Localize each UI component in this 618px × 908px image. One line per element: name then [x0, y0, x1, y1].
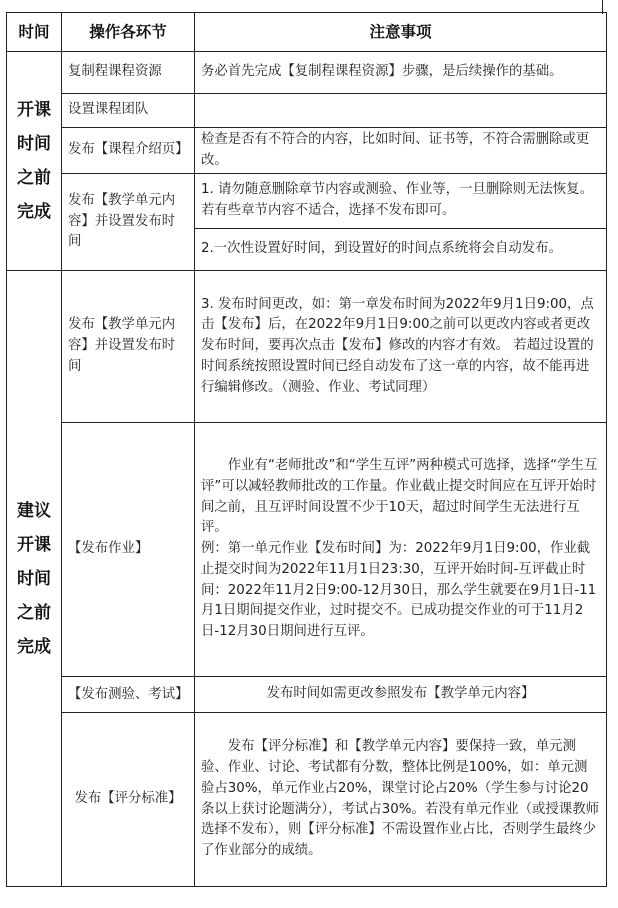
table-row	[7, 423, 607, 677]
note-grading-criteria: 发布【评分标准】和【教学单元内容】要保持一致，单元测验、作业、讨论、考试都有分数，整体比例是100%，如：单元测验占30%，单元作业占20%，课堂讨论占20%（学生参与讨论20条以上获讨论题满分），考试占30%。若没有单元作业（或授课教师选择不发布），则【评分标准】不需设置作业占比，否则学生最终少了作业部分的成绩。	[195, 713, 607, 887]
note-course-team	[195, 94, 607, 128]
note-unit-content-1: 1. 请勿随意删除章节内容或测验、作业等，一旦删除则无法恢复。若有些章节内容不适合，选择不发布即可。	[195, 174, 607, 229]
table-row	[7, 174, 607, 229]
note-publish-homework	[195, 423, 607, 677]
note-homework-mode: 作业有“老师批改”和“学生互评”两种模式可选择，选择“学生互评”可以减轻教师批改的工作量。作业截止提交时间应在互评开始时间之前，且互评时间设置不少于10天，超过时间学生无法进行互评。	[201, 457, 598, 536]
note-publish-quiz-exam: 发布时间如需更改参照发布【教学单元内容】	[195, 677, 607, 713]
table-row	[7, 94, 607, 128]
table-row	[7, 128, 607, 174]
header-time: 时间	[7, 13, 62, 52]
note-publish-time-change: 3. 发布时间更改，如：第一章发布时间为2022年9月1日9:00，点击【发布】后，在2022年9月1日9:00之前可以更改内容或者更改发布时间，要再次点击【发布】修改的内容才有效。 若超过设置的时间系统按照设置时间已经自动发布了这一章的内容，故不能再进行编辑修改。（测验、作业、考试同理）	[195, 271, 607, 423]
time-cell-before-start: 开课 时间 之前 完成	[7, 52, 62, 271]
table-row	[7, 52, 607, 94]
note-copy-resources: 务必首先完成【复制程课程资源】步骤，是后续操作的基础。	[195, 52, 607, 94]
time-cell-suggested-before-start: 建议 开课 时间 之前 完成	[7, 271, 62, 887]
table-row	[7, 713, 607, 887]
step-course-intro: 发布【课程介绍页】	[62, 128, 195, 174]
step-unit-content-a: 发布【教学单元内容】并设置发布时间	[62, 174, 195, 271]
header-step: 操作各环节	[62, 13, 195, 52]
note-course-intro: 检查是否有不符合的内容，比如时间、证书等，不符合需删除或更改。	[195, 128, 607, 174]
step-copy-resources: 复制程课程资源	[62, 52, 195, 94]
course-setup-table	[6, 12, 607, 887]
step-unit-content-b: 发布【教学单元内容】并设置发布时间	[62, 271, 195, 423]
step-grading-criteria: 发布【评分标准】	[62, 713, 195, 887]
note-unit-content-2: 2.一次性设置好时间，到设置好的时间点系统将会自动发布。	[195, 229, 607, 271]
note-homework-example: 例：第一单元作业【发布时间】为：2022年9月1日9:00，作业截止提交时间为2022年11月1日23:30，互评开始时间-互评截止时间：2022年11月2日9:00-12月30日，那么学生就要在9月1日-11月1日期间提交作业，过时提交不。已成功提交作业的可于11月2日-12月30日期间进行互评。	[201, 541, 597, 640]
table-row	[7, 271, 607, 423]
header-notes: 注意事项	[195, 13, 607, 52]
step-publish-homework: 【发布作业】	[62, 423, 195, 677]
table-row	[7, 677, 607, 713]
header-row	[7, 13, 607, 52]
step-course-team: 设置课程团队	[62, 94, 195, 128]
step-publish-quiz-exam: 【发布测验、考试】	[62, 677, 195, 713]
